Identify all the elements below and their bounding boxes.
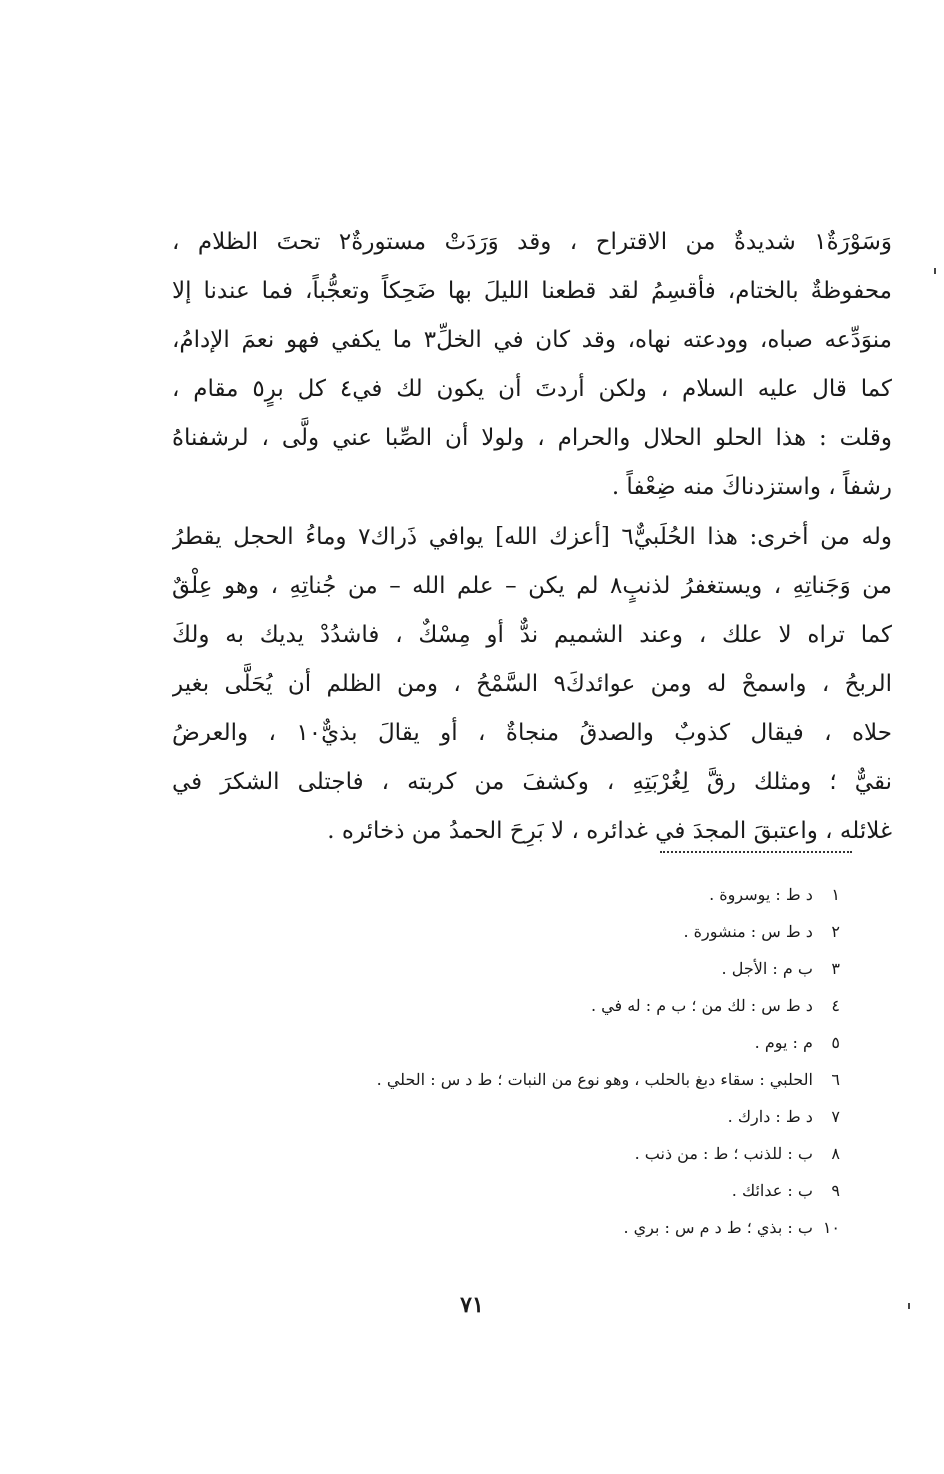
footnote-number: ٤ bbox=[831, 996, 840, 1015]
footnote-text: ب م : الأجل . bbox=[721, 959, 813, 978]
scan-mark bbox=[908, 1303, 910, 1309]
footnote-text: ب : للذنب ؛ ط : من ذنب . bbox=[634, 1144, 813, 1163]
text-line: نقيٌّ ؛ ومثلك رقَّ لِغُرْبَتِهِ ، وكشفَ من كربته ، فاجتلى الشكرَ في bbox=[172, 769, 892, 795]
text-line: الربحُ ، واسمحْ له ومن عوائدكَ٩ السَّمْحُ ، ومن الظلم أن يُحَلَّى بغير bbox=[172, 671, 892, 697]
footnote-item bbox=[240, 1024, 840, 1061]
paragraph-1 bbox=[172, 218, 892, 512]
footnote-text: الحلبي : سقاء دبغ بالحلب ، وهو نوع من النبات ؛ ط د س : الحلي . bbox=[376, 1070, 813, 1089]
text-line: محفوظةٌ بالختام، فأقسِمُ لقد قطعنا الليلَ بها ضَحِكاً وتعجُّباً، فما عندنا إلا bbox=[172, 278, 892, 304]
footnote-text: د ط س : منشورة . bbox=[683, 922, 813, 941]
footnote-item bbox=[240, 1209, 840, 1246]
footnote-text: م : يوم . bbox=[754, 1033, 813, 1052]
text-line: كما قال عليه السلام ، ولكن أردتَ أن يكون لك في٤ كل برٍ٥ مقام ، bbox=[172, 376, 892, 402]
footnote-number: ٥ bbox=[831, 1033, 840, 1052]
text-line: منوَدِّعه صباه، وودعته نهاه، وقد كان في الخلِّ٣ ما يكفي فهو نعمَ الإدامُ، bbox=[172, 327, 892, 353]
text-line: من وَجَناتِهِ ، ويستغفرُ لذنبٍ٨ لم يكن – علم الله – من جُناتِهِ ، وهو عِلْقٌ bbox=[172, 573, 892, 599]
footnote-item bbox=[240, 876, 840, 913]
footnote-number: ٢ bbox=[831, 922, 840, 941]
footnote-number: ٦ bbox=[831, 1070, 840, 1089]
footnote-text: ب : عدائك . bbox=[731, 1181, 813, 1200]
footnote-item bbox=[240, 1172, 840, 1209]
footnote-text: د ط س : لك من ؛ ب م : له في . bbox=[590, 996, 813, 1015]
footnote-number: ٩ bbox=[831, 1181, 840, 1200]
footnote-number: ٧ bbox=[831, 1107, 840, 1126]
footnote-item bbox=[240, 1135, 840, 1172]
text-line: رشفاً ، واستزدناكَ منه ضِعْفاً . bbox=[611, 474, 892, 500]
footnote-number: ١٠ bbox=[822, 1218, 840, 1237]
footnote-number: ٣ bbox=[831, 959, 840, 978]
footnote-item bbox=[240, 987, 840, 1024]
footnote-item bbox=[240, 1098, 840, 1135]
text-line: كما تراه لا علك ، وعند الشميم ندٌّ أو مِسْكٌ ، فاشدُدْ يديك به ولكَ bbox=[172, 622, 892, 648]
footnote-item bbox=[240, 1061, 840, 1098]
text-line: حلاه ، فيقال كذوبٌ والصدقُ منجاةٌ ، أو يقالَ بذيٌّ١٠ ، والعرضُ bbox=[172, 720, 892, 746]
footnotes bbox=[240, 876, 840, 1246]
scan-mark bbox=[934, 268, 936, 274]
page-number: ٧١ bbox=[460, 1292, 484, 1318]
footnote-divider bbox=[660, 851, 852, 853]
footnote-item bbox=[240, 913, 840, 950]
paragraph-2 bbox=[172, 513, 892, 856]
footnote-number: ٨ bbox=[831, 1144, 840, 1163]
footnote-item bbox=[240, 950, 840, 987]
footnote-text: د ط : يوسروة . bbox=[709, 885, 813, 904]
text-line: وله من أخرى: هذا الحُلَبيٌّ٦ [أعزك الله] يوافي ذَراك٧ وماءُ الحجل يقطرُ bbox=[172, 524, 892, 550]
footnote-text: د ط : دارك . bbox=[727, 1107, 813, 1126]
text-line: وقلت : هذا الحلو الحلال والحرام ، ولولا أن الصِّبا عني ولَّى ، لرشفناهُ bbox=[172, 425, 892, 451]
text-line: غلائله ، واعتبقَ المجدَ في غدائره ، لا بَرِحَ الحمدُ من ذخائره . bbox=[327, 818, 892, 844]
footnote-number: ١ bbox=[831, 885, 840, 904]
footnote-text: ب : بذي ؛ ط د م س : بري . bbox=[623, 1218, 813, 1237]
text-line: وَسَوْرَةٌ١ شديدةٌ من الاقتراح ، وقد وَرَدَتْ مستورةٌ٢ تحتَ الظلام ، bbox=[172, 229, 892, 255]
